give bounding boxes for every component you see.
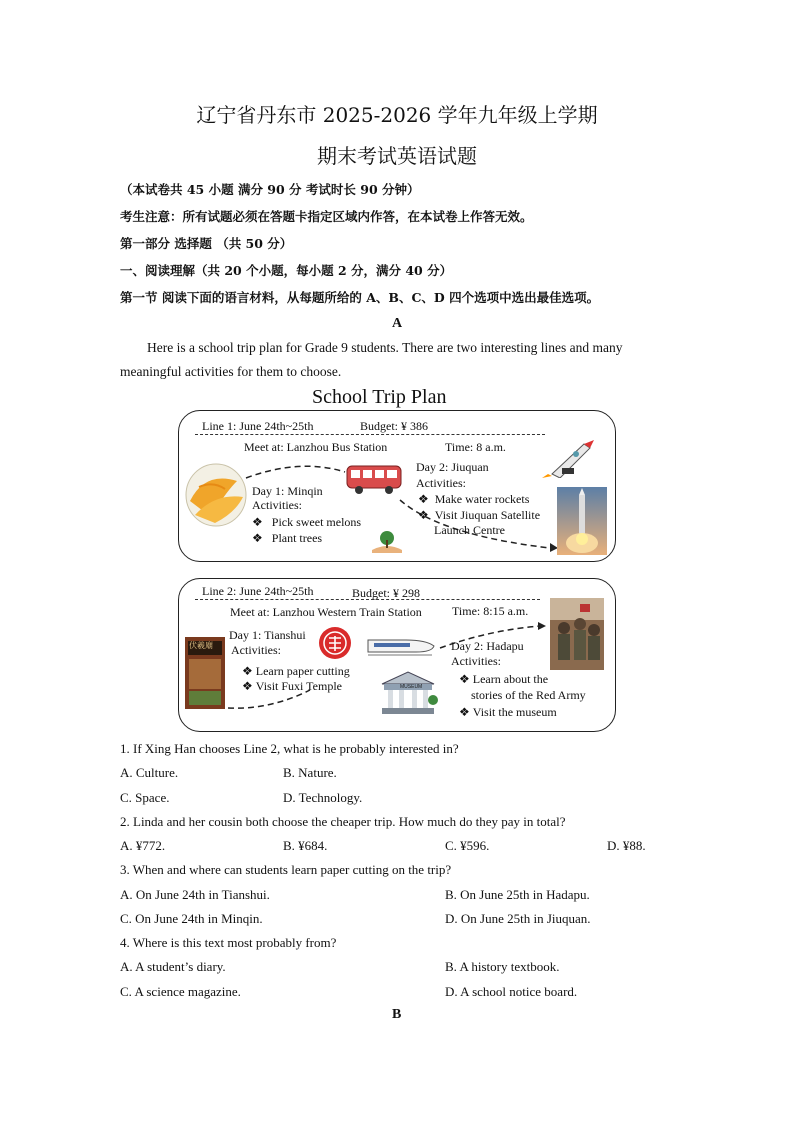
line2-time: Time: 8:15 a.m. — [452, 604, 529, 618]
instruction: 第一节 阅读下面的语言材料，从每题所给的 A、B、C、D 四个选项中选出最佳选项。 — [120, 290, 600, 305]
line1-day2-activities: Activities: — [416, 476, 466, 490]
rocket-icon — [540, 438, 598, 478]
line2-budget: Budget: ¥ 298 — [352, 586, 420, 600]
diamond-bullet: ❖ — [252, 531, 263, 545]
option-d[interactable]: D. ¥88. — [607, 838, 646, 853]
exam-info: （本试卷共 45 小题 满分 90 分 考试时长 90 分钟） — [120, 182, 420, 197]
option-a[interactable]: A. ¥772. — [120, 838, 166, 853]
activity-label: Plant trees — [271, 531, 323, 545]
option-c[interactable]: C. Space. — [120, 790, 170, 805]
option-b[interactable]: B. A history textbook. — [445, 959, 560, 974]
line2-day1-activities: Activities: — [231, 643, 281, 657]
option-d[interactable]: D. Technology. — [283, 790, 363, 805]
option-d[interactable]: D. A school notice board. — [445, 984, 578, 999]
red-army-image — [550, 598, 604, 670]
diamond-bullet: ❖ — [252, 515, 263, 529]
option-a[interactable]: A. A student’s diary. — [120, 959, 226, 974]
line2-meet: Meet at: Lanzhou Western Train Station — [230, 605, 422, 619]
line2-name: Line 2: June 24th~25th — [202, 584, 314, 598]
line1-day2: Day 2: Jiuquan — [416, 460, 489, 474]
line1-divider — [195, 434, 545, 435]
option-c[interactable]: C. ¥596. — [445, 838, 490, 853]
line1-day1: Day 1: Minqin — [252, 484, 323, 498]
line1-day2-act2 — [418, 508, 540, 523]
passage-intro-line2: meaningful activities for them to choose. — [120, 364, 342, 379]
page-title: 辽宁省丹东市 2025-2026 学年九年级上学期 — [196, 103, 598, 127]
melon-image — [185, 463, 247, 527]
line2-day2-act1-cont: stories of the Red Army — [471, 688, 586, 702]
rocket-launch-image — [557, 487, 607, 555]
line1-meet: Meet at: Lanzhou Bus Station — [244, 440, 388, 454]
activity-label: Pick sweet melons — [271, 515, 362, 529]
line2-divider — [195, 599, 540, 600]
question-stem: 1. If Xing Han chooses Line 2, what is he probably interested in? — [120, 741, 459, 756]
line1-time: Time: 8 a.m. — [445, 440, 506, 454]
option-b[interactable]: B. Nature. — [283, 765, 337, 780]
diamond-bullet: ❖ — [459, 705, 470, 719]
line1-day2-act1 — [418, 492, 529, 507]
question-stem: 4. Where is this text most probably from? — [120, 935, 337, 950]
option-b[interactable]: B. ¥684. — [283, 838, 328, 853]
line2-day2-act1 — [459, 672, 548, 687]
plan-title: School Trip Plan — [312, 386, 447, 408]
option-c[interactable]: C. On June 24th in Minqin. — [120, 911, 263, 926]
passage-intro-line1: Here is a school trip plan for Grade 9 students. There are two interesting lines and many — [147, 340, 623, 355]
option-a[interactable]: A. Culture. — [120, 765, 179, 780]
part-heading: 第一部分 选择题 （共 50 分） — [120, 236, 293, 251]
line2-day2-activities: Activities: — [451, 654, 501, 668]
line1-day1-activities: Activities: — [252, 498, 302, 512]
question-stem: 2. Linda and her cousin both choose the cheaper trip. How much do they pay in total? — [120, 814, 566, 829]
notice: 考生注意：所有试题必须在答题卡指定区域内作答，在本试卷上作答无效。 — [120, 209, 533, 224]
line2-day1: Day 1: Tianshui — [229, 628, 306, 642]
museum-sign: MUSEUM — [400, 684, 423, 690]
passage-label-a: A — [392, 316, 403, 331]
activity-label: Learn paper cutting — [255, 664, 350, 678]
activity-label: Visit Fuxi Temple — [255, 679, 342, 693]
line2-day2-act2 — [459, 705, 557, 720]
line2-day2: Day 2: Hadapu — [451, 639, 524, 653]
option-c[interactable]: C. A science magazine. — [120, 984, 241, 999]
diamond-bullet: ❖ — [459, 672, 470, 686]
line1-budget: Budget: ¥ 386 — [360, 419, 428, 433]
diamond-bullet: ❖ — [418, 492, 429, 506]
activity-label: Learn about the — [472, 672, 549, 686]
diamond-bullet: ❖ — [242, 679, 253, 693]
option-b[interactable]: B. On June 25th in Hadapu. — [445, 887, 590, 902]
option-a[interactable]: A. On June 24th in Tianshui. — [120, 887, 270, 902]
passage-label-b: B — [392, 1007, 402, 1022]
temple-sign: 伏羲廟 — [189, 641, 213, 650]
question-stem: 3. When and where can students learn paper cutting on the trip? — [120, 862, 452, 877]
diamond-bullet: ❖ — [242, 664, 253, 678]
page-subtitle: 期末考试英语试题 — [317, 144, 477, 168]
line1-day2-act2-cont: Launch Centre — [434, 523, 505, 537]
activity-label: Visit the museum — [472, 705, 557, 719]
activity-label: Make water rockets — [434, 492, 530, 506]
section-heading: 一、阅读理解（共 20 个小题，每小题 2 分，满分 40 分） — [120, 263, 453, 278]
line1-name: Line 1: June 24th~25th — [202, 419, 314, 433]
option-d[interactable]: D. On June 25th in Jiuquan. — [445, 911, 591, 926]
activity-label: Visit Jiuquan Satellite — [434, 508, 541, 522]
diamond-bullet: ❖ — [418, 508, 429, 522]
